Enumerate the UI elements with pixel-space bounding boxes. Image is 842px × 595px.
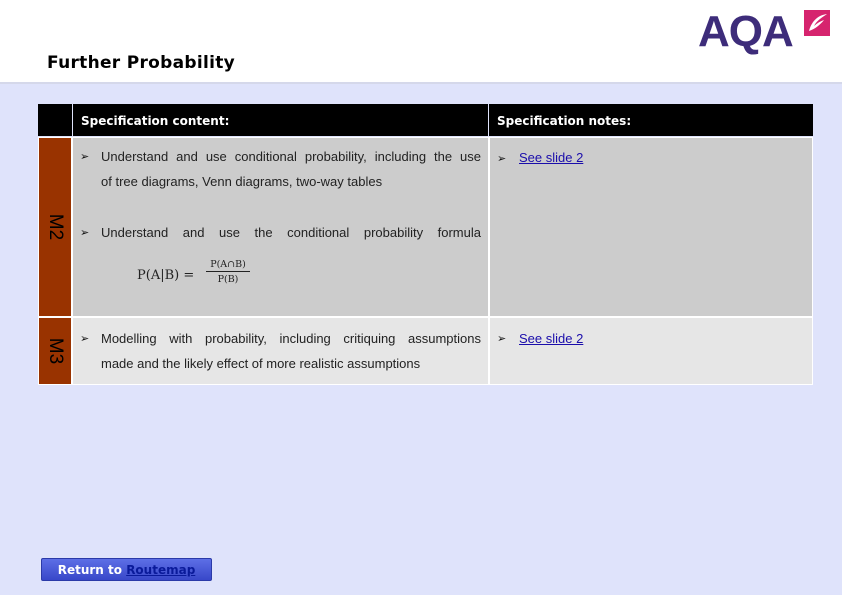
page-header bbox=[0, 0, 842, 83]
row-code-m2 bbox=[38, 137, 72, 317]
see-slide-2-link[interactable]: See slide 2 bbox=[519, 331, 584, 346]
formula-numerator: P(A∩B) bbox=[206, 259, 250, 272]
see-slide-2-link[interactable]: See slide 2 bbox=[519, 150, 584, 165]
bullet-text-line: Understand and use conditional probability, including the use bbox=[101, 149, 481, 164]
row-code-label: M2 bbox=[45, 213, 66, 241]
specification-table bbox=[38, 104, 813, 385]
notes-cell-m3 bbox=[489, 317, 813, 385]
aqa-logo-text: AQA bbox=[698, 7, 793, 56]
arrowhead-bullet-icon: ➢ bbox=[80, 150, 90, 163]
return-to-routemap-button[interactable] bbox=[41, 558, 212, 581]
content-header: Specification content: bbox=[73, 104, 488, 136]
bullet-text-line: made and the likely effect of more realistic assumptions bbox=[101, 356, 421, 371]
bullet-text-line: Modelling with probability, including critiquing assumptions bbox=[101, 331, 481, 346]
row-code-m3 bbox=[38, 317, 72, 385]
bullet-text-line: of tree diagrams, Venn diagrams, two-way tables bbox=[101, 174, 383, 189]
arrowhead-bullet-icon: ➢ bbox=[497, 332, 507, 345]
formula-lhs: P(A|B) = bbox=[137, 268, 195, 283]
notes-header: Specification notes: bbox=[489, 104, 813, 136]
row-code-label: M3 bbox=[45, 337, 66, 365]
formula-denominator: P(B) bbox=[217, 274, 239, 285]
aqa-logo bbox=[698, 8, 834, 56]
quill-leaf-icon bbox=[802, 8, 832, 38]
formula-fraction bbox=[206, 259, 250, 285]
arrowhead-bullet-icon: ➢ bbox=[80, 226, 90, 239]
page-title: Further Probability bbox=[47, 53, 236, 73]
routemap-link[interactable]: Routemap bbox=[126, 563, 196, 577]
content-cell-m3 bbox=[72, 317, 489, 385]
notes-cell-m2 bbox=[489, 137, 813, 317]
return-label: Return to bbox=[57, 563, 127, 577]
arrowhead-bullet-icon: ➢ bbox=[497, 152, 507, 165]
content-cell-m2 bbox=[72, 137, 489, 317]
header-corner-cell bbox=[38, 104, 72, 136]
arrowhead-bullet-icon: ➢ bbox=[80, 332, 90, 345]
bullet-text-line: Understand and use the conditional probability formula bbox=[101, 225, 481, 240]
